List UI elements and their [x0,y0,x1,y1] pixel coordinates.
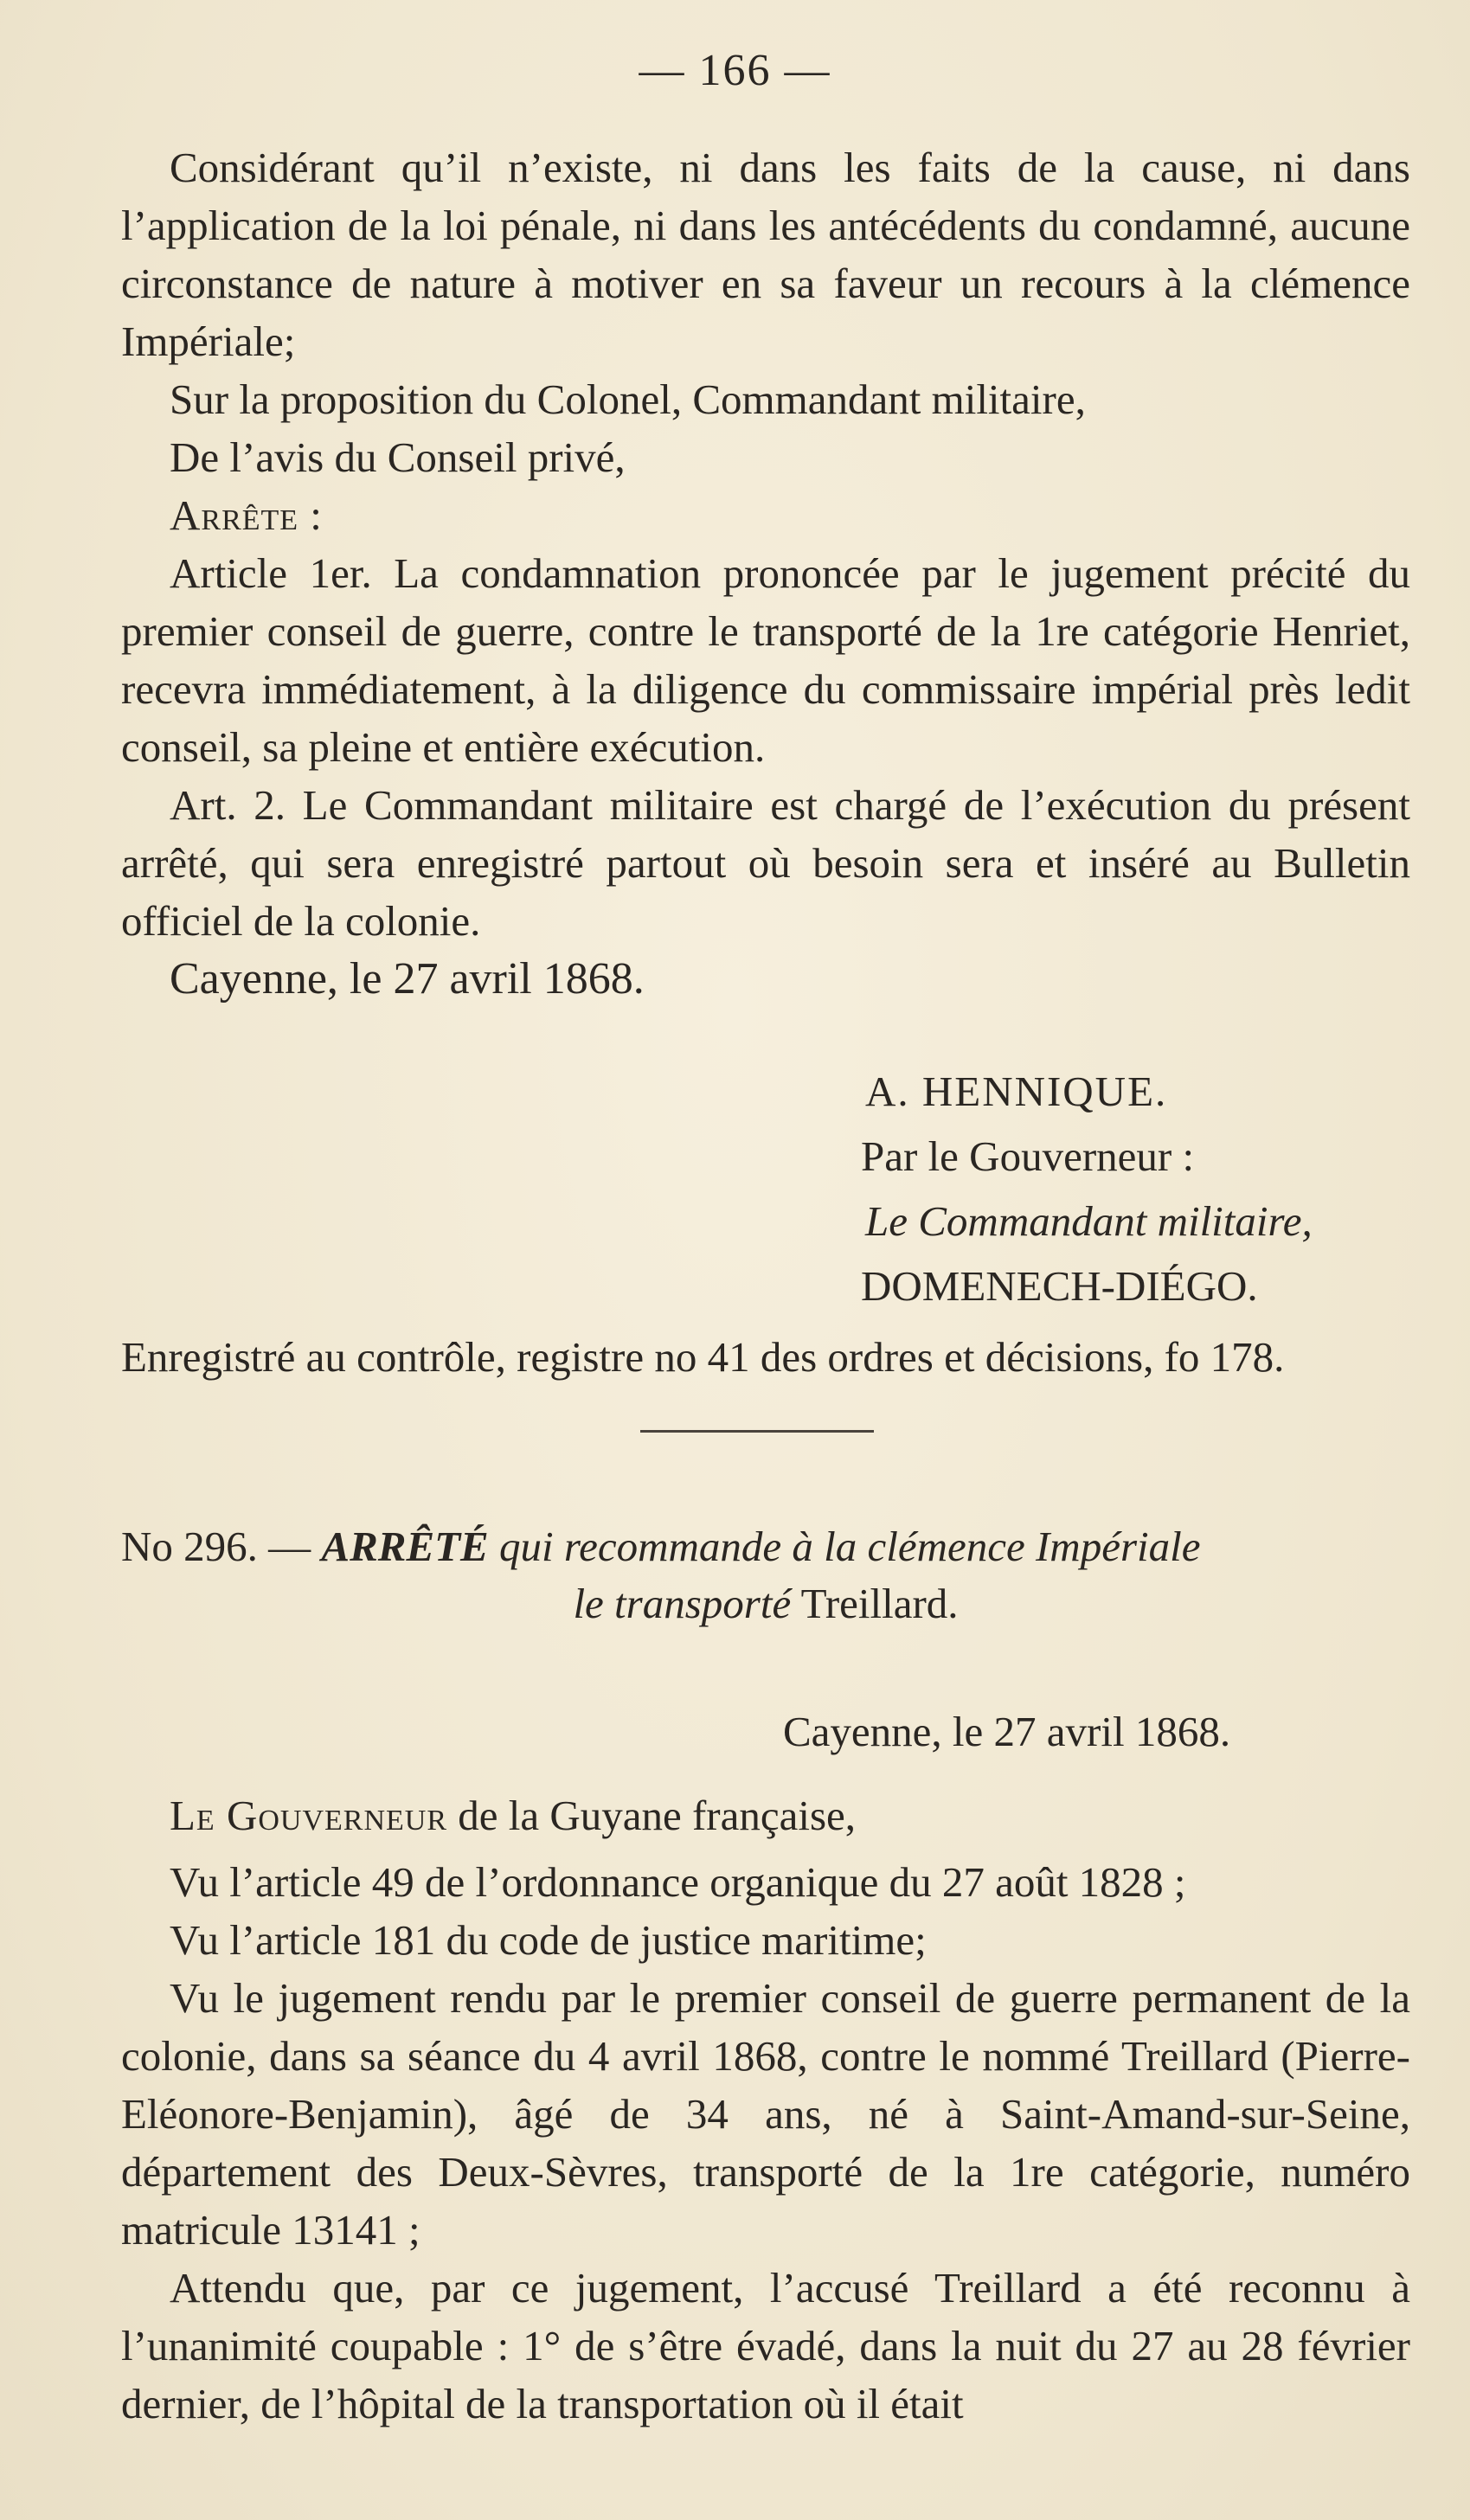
decree-date: Cayenne, le 27 avril 1868. [783,1708,1231,1755]
article-1: Article 1er. La condamnation prononcée par le jugement précité du premier conseil de guerre, contre le transporté de la 1re catégorie Henriet, recevra immédiatement, à la diligence du commissaire impérial près ledit conseil, sa pleine et entière exécution. [121,549,1410,771]
vu-code: Vu l’article 181 du code de justice maritime; [170,1916,927,1964]
arrete-label: Arrête : [170,491,323,539]
section-divider [640,1430,874,1433]
gouverneur-rest: de la Guyane française, [458,1792,857,1839]
decree-subject-name: Treillard. [800,1580,959,1627]
vu-jugement: Vu le jugement rendu par le premier conseil de guerre permanent de la colonie, dans sa séance du 4 avril 1868, contre le nommé Treillard (Pierre-Eléonore-Benjamin), âgé de 34 ans, né à Saint-Amand-sur-Seine, département des Deux-Sèvres, transporté de la 1re catégorie, numéro matricule 13141 ; [121,1974,1410,2254]
bottom-section [121,1786,1410,2433]
place-date: Cayenne, le 27 avril 1868. [170,954,645,1004]
top-section [121,138,1410,1008]
article-2: Art. 2. Le Commandant militaire est chargé de l’exécution du présent arrêté, qui sera enregistré partout où besoin sera et inséré au Bulletin officiel de la colonie. [121,781,1410,945]
gouverneur-line [121,1786,1410,1844]
signature-name: A. HENNIQUE. [865,1068,1168,1115]
registration-note: Enregistré au contrôle, registre no 41 des ordres et décisions, fo 178. [121,1333,1285,1381]
signature-name-2: DOMENECH-DIÉGO. [861,1262,1258,1310]
paragraph-considerant: Considérant qu’il n’existe, ni dans les faits de la cause, ni dans l’application de la loi pénale, ni dans les antécédents du condamné, aucune circonstance de nature à motiver en sa faveur un recours à la clémence Impériale; [121,144,1410,365]
attendu: Attendu que, par ce jugement, l’accusé Treillard a été reconnu à l’unanimité coupable : 1° de s’être évadé, dans la nuit du 27 au 28 février dernier, de l’hôpital de la transportation où il était [121,2264,1410,2427]
signature-by: Par le Gouverneur : [861,1132,1195,1180]
decree-title-line2: le transporté [573,1580,792,1627]
gouverneur-label: Le Gouverneur [170,1792,447,1839]
decree-title-line1: qui recommande à la clémence Impériale [499,1523,1201,1570]
decree-number: No 296. — [121,1523,311,1570]
page-number: — 166 — [639,46,831,95]
paragraph-avis: De l’avis du Conseil privé, [170,433,626,481]
signature-role: Le Commandant militaire, [865,1197,1313,1245]
decree-arrete: ARRÊTÉ [321,1523,489,1570]
decree-heading [121,1518,1410,1632]
paragraph-proposition: Sur la proposition du Colonel, Commandant militaire, [170,375,1086,423]
vu-ordonnance: Vu l’article 49 de l’ordonnance organique du 27 août 1828 ; [170,1858,1186,1906]
